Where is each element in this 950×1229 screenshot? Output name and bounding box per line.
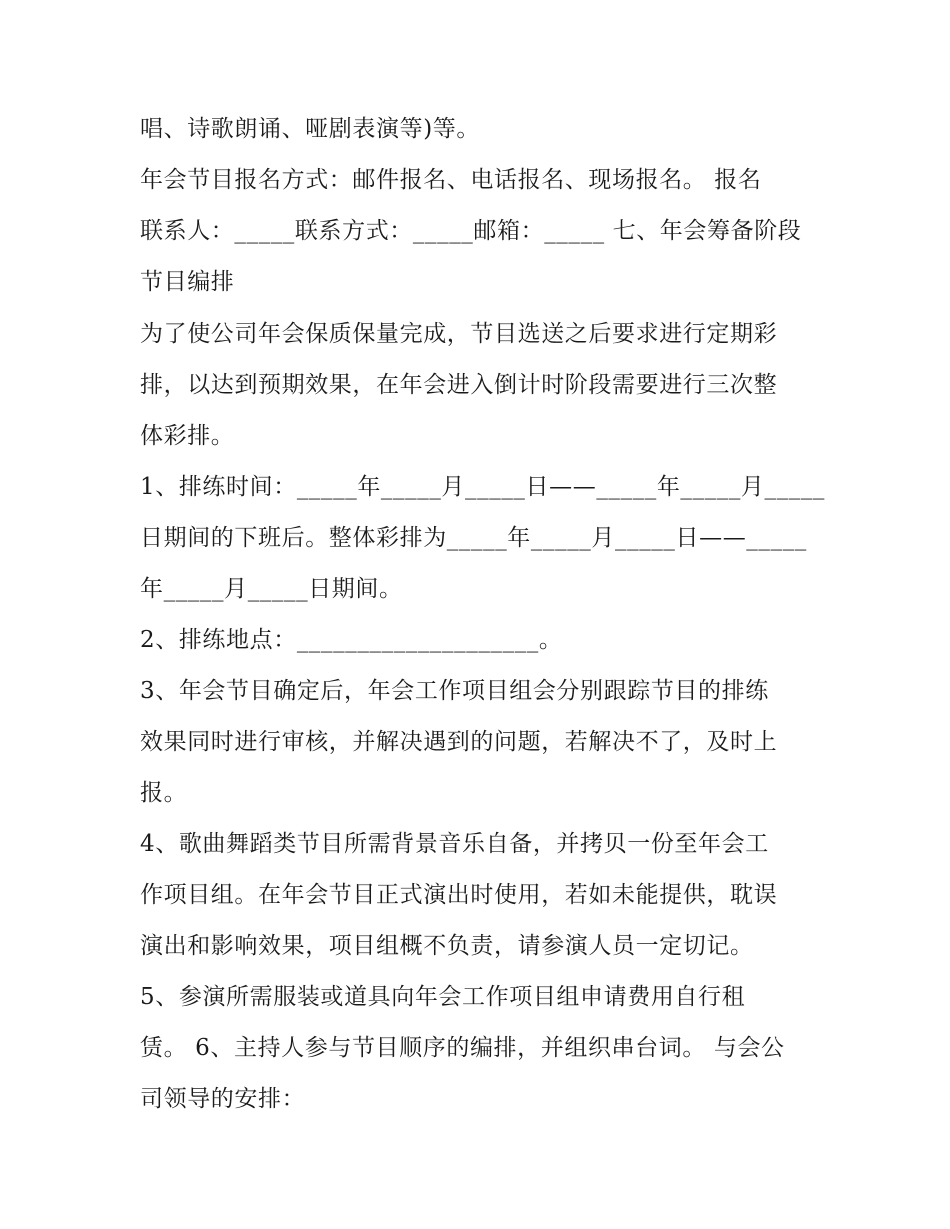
text-line: 报。 — [140, 780, 188, 806]
text-line: 联系人：_____联系方式：_____邮箱：_____ 七、年会筹备阶段 — [140, 218, 802, 244]
text-line: 为了使公司年会保质保量完成，节目选送之后要求进行定期彩 — [140, 321, 778, 347]
text-line: 效果同时进行审核，并解决遇到的问题，若解决不了，及时上 — [140, 729, 778, 755]
text-line: 作项目组。在年会节目正式演出时使用，若如未能提供，耽误 — [140, 882, 778, 908]
text-line: 司领导的安排： — [140, 1086, 306, 1112]
text-line: 2、排练地点：____________________。 — [140, 627, 563, 653]
text-line: 日期间的下班后。整体彩排为_____年_____月_____日——_____ — [140, 525, 807, 551]
text-line: 演出和影响效果，项目组概不负责，请参演人员一定切记。 — [140, 933, 754, 959]
text-line: 年会节目报名方式：邮件报名、电话报名、现场报名。 报名 — [140, 167, 762, 193]
text-line: 唱、诗歌朗诵、哑剧表演等)等。 — [140, 116, 480, 142]
text-line: 赁。 6、主持人参与节目顺序的编排，并组织串台词。 与会公 — [140, 1035, 785, 1061]
text-line: 体彩排。 — [140, 423, 235, 449]
section-heading: 节目编排 — [140, 269, 235, 295]
text-line: 排，以达到预期效果，在年会进入倒计时阶段需要进行三次整 — [140, 372, 778, 398]
text-line: 4、歌曲舞蹈类节目所需背景音乐自备，并拷贝一份至年会工 — [140, 831, 769, 857]
text-line: 年_____月_____日期间。 — [140, 576, 403, 602]
text-line: 3、年会节目确定后，年会工作项目组会分别跟踪节目的排练 — [140, 678, 769, 704]
text-line: 1、排练时间：_____年_____月_____日——_____年_____月_____ — [140, 474, 826, 500]
text-line: 5、参演所需服装或道具向年会工作项目组申请费用自行租 — [140, 984, 746, 1010]
